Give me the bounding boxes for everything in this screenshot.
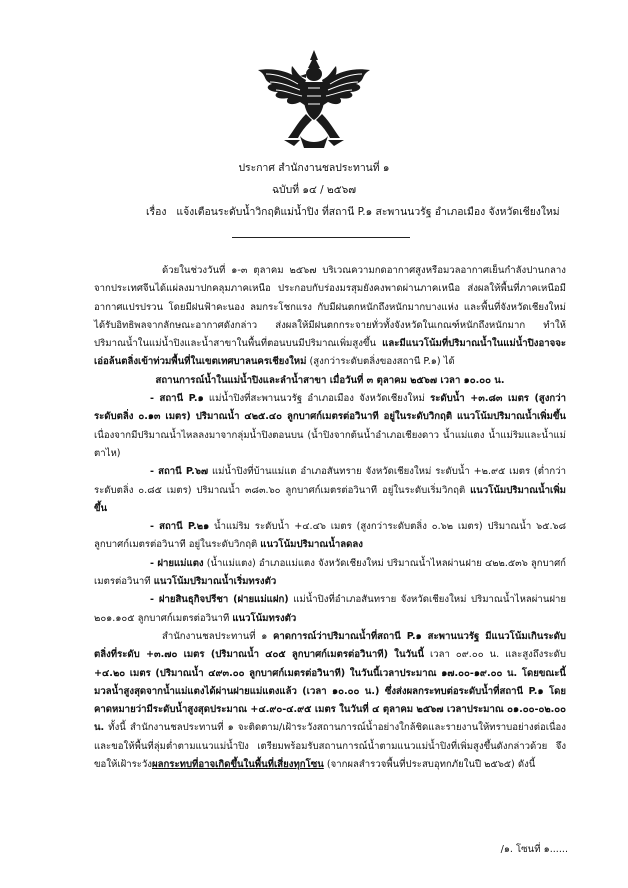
risk-zone-emphasis: ผลกระทบที่อาจเกิดขึ้นในพื้นที่เสี่ยงทุกโซน: [152, 759, 324, 771]
station-p21: - สถานี P.๒๑ น้ำแม่ริม ระดับน้ำ +๔.๔๖ เมตร (สูงกว่าระดับตลิ่ง ๐.๖๒ เมตร) ปริมาณน้ำ ๖๕.๖๘ ลูกบาศก์เมตรต่อวินาที อยู่ในระดับวิกฤติ แนวโน้มปริมาณน้ำลดลง: [94, 521, 566, 551]
garuda-emblem-icon: [254, 48, 374, 150]
subject-line: [146, 205, 560, 219]
intro-paragraph: ด้วยในช่วงวันที่ ๑-๓ ตุลาคม ๒๕๖๗ บริเวณความกดอากาศสูงหรือมวลอากาศเย็นกำลังปานกลาง จากประเทศจีนได้แผ่ลงมาปกคลุมภาคเหนือ ประกอบกับร่องมรสุมยังคงพาดผ่านภาคเหนือ ส่งผลให้พื้นที่ภาคเหนือมีอากาศแปรปรวน โดยมีฝนฟ้าคะนอง ลมกระโชกแรง กับมีฝนตกหนักถึงหนักมากบางแห่ง และพื้นที่จังหวัดเชียงใหม่ ได้รับอิทธิพลจากลักษณะอากาศดังกล่าว ส่งผลให้มีฝนตกกระจายทั่วทั้งจังหวัดในเกณฑ์หนักถึงหนักมาก ทำให้ปริมาณน้ำในแม่น้ำปิงและน้ำสาขาในพื้นที่ตอนบนมีปริมาณเพิ่มสูงขึ้น และมีแนวโน้มที่ปริมาณน้ำในแม่น้ำปิงอาจจะเอ่อล้นตลิ่งเข้าท่วมพื้นที่ในเขตเทศบาลนครเชียงใหม่ (สูงกว่าระดับตลิ่งของสถานี P.๑) ได้: [94, 265, 566, 368]
mae-taeng-weir: - ฝายแม่แตง (น้ำแม่แตง) อำเภอแม่แตง จังหวัดเชียงใหม่ ปริมาณน้ำไหลผ่านฝาย ๔๒๒.๕๓๖ ลูกบาศก์เมตรต่อวินาที แนวโน้มปริมาณน้ำเริ่มทรงตัว: [94, 557, 566, 588]
header-divider: [232, 237, 410, 238]
subject-text: แจ้งเตือนระดับน้ำวิกฤติแม่น้ำปิง ที่สถานี P.๑ สะพานนวรัฐ อำเภอเมือง จังหวัดเชียงใหม่: [176, 206, 560, 218]
station-p1: - สถานี P.๑ แม่น้ำปิงที่สะพานนวรัฐ อำเภอเมือง จังหวัดเชียงใหม่ ระดับน้ำ +๓.๘๓ เมตร (สูงกว่าระดับตลิ่ง ๐.๑๓ เมตร) ปริมาณน้ำ ๔๒๕.๔๐ ลูกบาศก์เมตรต่อวินาที อยู่ในระดับวิกฤติ แนวโน้มปริมาณน้ำเพิ่มขึ้น เนื่องจากมีปริมาณน้ำไหลลงมาจากลุ่มน้ำปิงตอนบน (น้ำปิงจากต้นน้ำอำเภอเชียงดาว น้ำแม่แตง น้ำแม่ริมและน้ำแม่ตาไห): [94, 393, 566, 459]
situation-heading: สถานการณ์น้ำในแม่น้ำปิงและลำน้ำสาขา เมื่อวันที่ ๓ ตุลาคม ๒๕๖๗ เวลา ๑๐.๐๐ น.: [155, 374, 505, 386]
document-body: [94, 262, 566, 774]
forecast-paragraph: สำนักงานชลประทานที่ ๑ คาดการณ์ว่าปริมาณน้ำที่สถานี P.๑ สะพานนวรัฐ มีแนวโน้มเกินระดับตลิ่งที่ระดับ +๓.๗๐ เมตร (ปริมาณน้ำ ๔๐๕ ลูกบาศก์เมตรต่อวินาที) ในวันนี้ เวลา ๐๙.๐๐ น. และสูงถึงระดับ +๔.๒๐ เมตร (ปริมาณน้ำ ๔๙๓.๐๐ ลูกบาศก์เมตรต่อวินาที) ในวันนี้เวลาประมาณ ๑๗.๐๐-๑๙.๐๐ น. โดยขณะนี้มวลน้ำสูงสุดจากน้ำแม่แตงได้ผ่านฝายแม่แตงแล้ว (เวลา ๑๐.๐๐ น.) ซึ่งส่งผลกระทบต่อระดับน้ำที่สถานี P.๑ โดยคาดหมายว่ามีระดับน้ำสูงสุดประมาณ +๔.๙๐-๔.๙๕ เมตร ในวันที่ ๔ ตุลาคม ๒๕๖๗ เวลาประมาณ ๐๑.๐๐-๐๒.๐๐ น. ทั้งนี้ สำนักงานชลประทานที่ ๑ จะติดตาม/เฝ้าระวังสถานการณ์น้ำอย่างใกล้ชิดและรายงานให้ทราบอย่างต่อเนื่อง และขอให้พื้นที่ลุ่มต่ำตามแนวแม่น้ำปิง เตรียมพร้อมรับสถานการณ์น้ำตามแนวแม่น้ำปิงที่เพิ่มสูงขึ้นดังกล่าวด้วย จึงขอให้เฝ้าระวังผลกระทบที่อาจเกิดขึ้นในพื้นที่เสี่ยงทุกโซน (จากผลสำรวจพื้นที่ประสบอุทกภัยในปี ๒๕๖๕) ดังนี้: [94, 630, 566, 771]
subject-label: เรื่อง: [146, 206, 167, 218]
issue-number: ฉบับที่ ๑๔ / ๒๕๖๗: [271, 184, 357, 196]
issuer-line: ประกาศ สำนักงานชลประทานที่ ๑: [238, 162, 390, 174]
station-p67: - สถานี P.๖๗ แม่น้ำปิงที่บ้านแม่แต อำเภอสันทราย จังหวัดเชียงใหม่ ระดับน้ำ +๒.๙๕ เมตร (ต่ำกว่าระดับตลิ่ง ๐.๘๕ เมตร) ปริมาณน้ำ ๓๘๓.๖๐ ลูกบาศก์เมตรต่อวินาที อยู่ในระดับเริ่มวิกฤติ แนวโน้มปริมาณน้ำเพิ่มขึ้น: [94, 466, 566, 514]
page-continuation: /๑. โซนที่ ๑......: [500, 844, 568, 855]
sinthukit-weir: - ฝายสินธุกิจปรีชา (ฝายแม่แฝก) แม่น้ำปิงที่อำเภอสันทราย จังหวัดเชียงใหม่ ปริมาณน้ำไหลผ่านฝาย ๒๐๑.๑๐๕ ลูกบาศก์เมตรต่อวินาที แนวโน้มทรงตัว: [94, 594, 567, 624]
